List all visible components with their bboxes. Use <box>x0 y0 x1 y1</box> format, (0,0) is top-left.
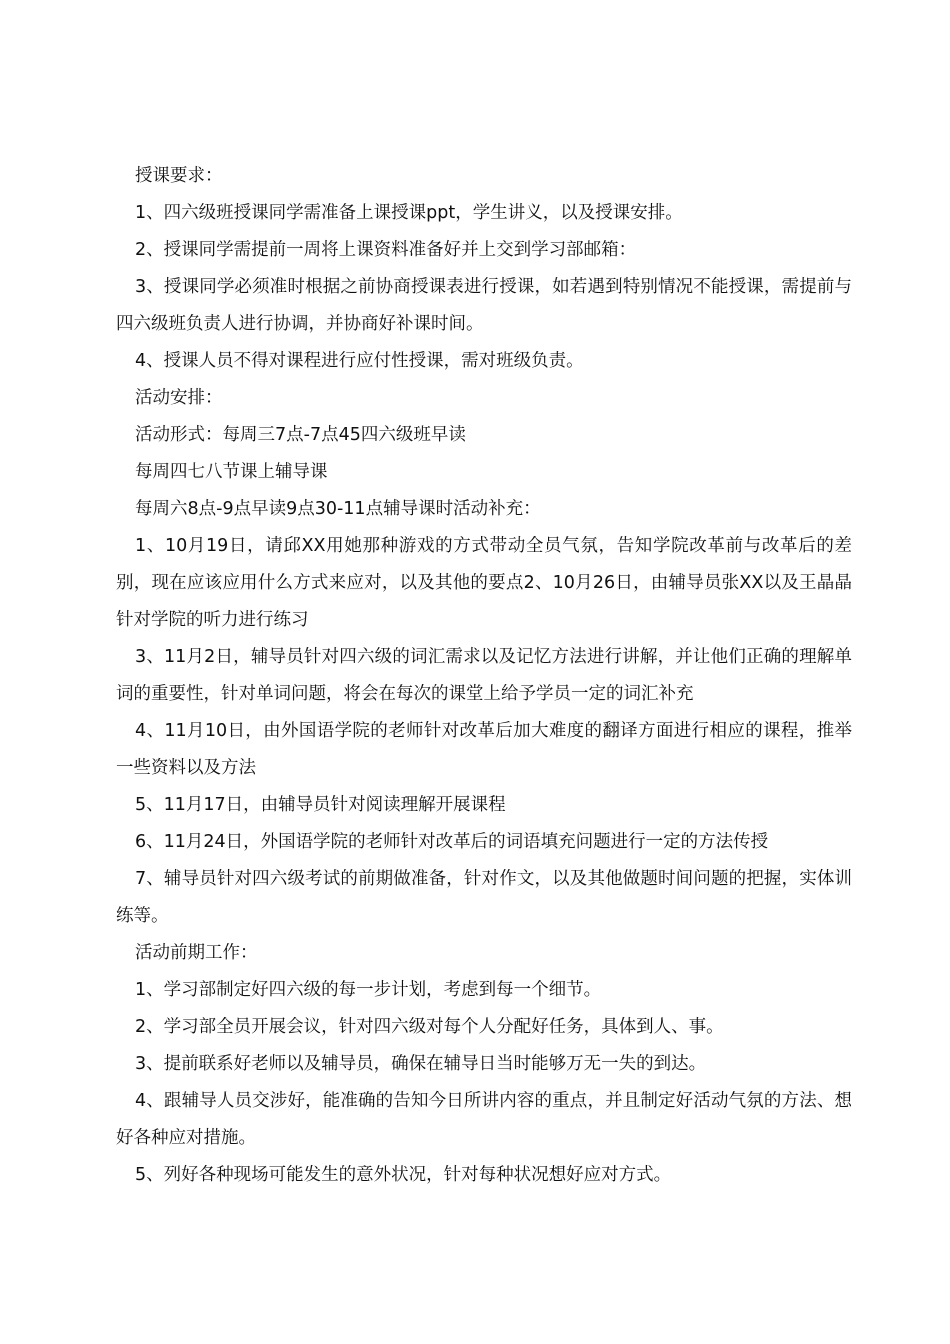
heading-preparation-work: 活动前期工作： <box>135 943 258 963</box>
preparation-item-4: 4、跟辅导人员交涉好，能准确的告知今日所讲内容的重点，并且制定好活动气氛的方法、想好各种应对措施。 <box>116 1091 852 1148</box>
schedule-item-3: 3、11月2日，辅导员针对四六级的词汇需求以及记忆方法进行讲解，并让他们正确的理解单词的重要性，针对单词问题，将会在每次的课堂上给予学员一定的词汇补充 <box>116 647 852 704</box>
preparation-item-1: 1、学习部制定好四六级的每一步计划，考虑到每一个细节。 <box>135 980 602 1000</box>
preparation-item-2: 2、学习部全员开展会议，针对四六级对每个人分配好任务，具体到人、事。 <box>135 1017 724 1037</box>
preparation-item-5: 5、列好各种现场可能发生的意外状况，针对每种状况想好应对方式。 <box>135 1165 672 1185</box>
requirement-item-4: 4、授课人员不得对课程进行应付性授课，需对班级负责。 <box>135 351 584 371</box>
schedule-item-7: 7、辅导员针对四六级考试的前期做准备，针对作文，以及其他做题时间问题的把握，实体训练等。 <box>116 869 852 926</box>
document-body <box>116 158 852 1194</box>
heading-activity-schedule: 活动安排： <box>135 388 223 408</box>
activity-format-saturday: 每周六8点-9点早读9点30-11点辅导课时活动补充： <box>135 499 541 519</box>
activity-format-wednesday: 活动形式：每周三7点-7点45四六级班早读 <box>135 425 466 445</box>
schedule-item-6: 6、11月24日，外国语学院的老师针对改革后的词语填充问题进行一定的方法传授 <box>135 832 769 852</box>
schedule-item-1: 1、10月19日，请邱XX用她那种游戏的方式带动全员气氛，告知学院改革前与改革后的差别，现在应该应用什么方式来应对，以及其他的要点2、10月26日，由辅导员张XX以及王晶晶针对学院的听力进行练习 <box>116 536 852 630</box>
requirement-item-3: 3、授课同学必须准时根据之前协商授课表进行授课，如若遇到特别情况不能授课，需提前与四六级班负责人进行协调，并协商好补课时间。 <box>116 277 852 334</box>
schedule-item-5: 5、11月17日，由辅导员针对阅读理解开展课程 <box>135 795 506 815</box>
heading-teaching-requirements: 授课要求： <box>135 166 223 186</box>
preparation-item-3: 3、提前联系好老师以及辅导员，确保在辅导日当时能够万无一失的到达。 <box>135 1054 707 1074</box>
schedule-item-4: 4、11月10日，由外国语学院的老师针对改革后加大难度的翻译方面进行相应的课程，推举一些资料以及方法 <box>116 721 852 778</box>
requirement-item-2: 2、授课同学需提前一周将上课资料准备好并上交到学习部邮箱： <box>135 240 637 260</box>
requirement-item-1: 1、四六级班授课同学需准备上课授课ppt，学生讲义，以及授课安排。 <box>135 203 683 223</box>
activity-format-thursday: 每周四七八节课上辅导课 <box>135 462 328 482</box>
